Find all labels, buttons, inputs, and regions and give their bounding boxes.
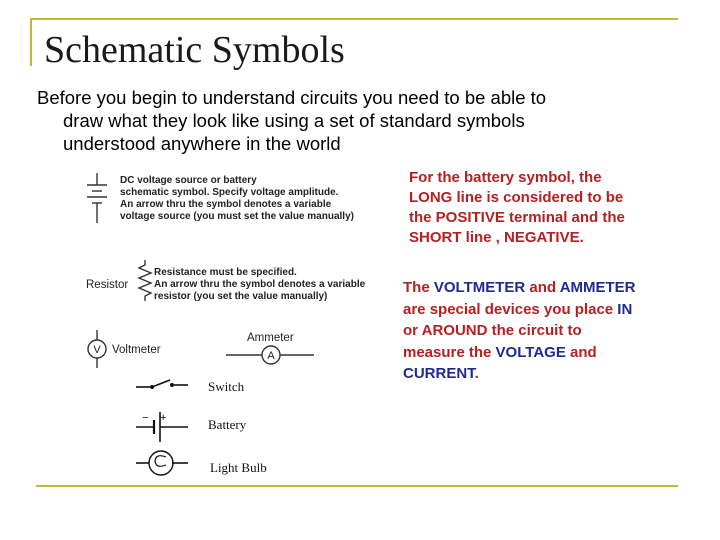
intro-line-2: draw what they look like using a set of standard symbols bbox=[63, 110, 525, 131]
ammeter-label: Ammeter bbox=[247, 332, 294, 344]
battery-icon bbox=[136, 412, 188, 442]
light-bulb-label: Light Bulb bbox=[210, 460, 267, 475]
slide-title: Schematic Symbols bbox=[44, 29, 345, 71]
ammeter-highlight: AMMETER bbox=[559, 279, 636, 296]
meter-note-text: the circuit to bbox=[487, 322, 582, 339]
switch-label: Switch bbox=[208, 379, 245, 394]
battery-polarity-note bbox=[409, 168, 699, 248]
voltage-highlight: VOLTAGE bbox=[495, 343, 566, 361]
meter-note-text: . bbox=[474, 365, 479, 382]
current-highlight: CURRENT bbox=[403, 365, 475, 382]
ammeter-icon bbox=[226, 346, 314, 364]
resistor-icon bbox=[139, 260, 151, 301]
voltmeter-glyph: V bbox=[93, 344, 101, 356]
battery-note-line-1: For the battery symbol, the bbox=[409, 169, 602, 186]
battery-label: Battery bbox=[208, 417, 247, 432]
battery-minus-glyph: − bbox=[142, 412, 149, 424]
resistor-desc-line-3: resistor (you set the value manually) bbox=[154, 291, 328, 302]
dc-source-desc-line-2: schematic symbol. Specify voltage amplitude. bbox=[120, 187, 339, 198]
meter-note-text: measure the bbox=[403, 343, 496, 361]
in-highlight: IN bbox=[617, 300, 633, 318]
meter-note-text: and bbox=[525, 279, 560, 296]
meter-note-line-2 bbox=[403, 299, 703, 321]
dc-source-desc-line-4: voltage source (you must set the value manually) bbox=[120, 211, 354, 222]
dc-source-desc-line-1: DC voltage source or battery bbox=[120, 175, 257, 186]
light-bulb-icon bbox=[136, 451, 188, 475]
voltmeter-label: Voltmeter bbox=[112, 344, 161, 356]
intro-line-1: Before you begin to understand circuits you need to be able to bbox=[37, 87, 547, 108]
meter-note-text: The bbox=[403, 279, 434, 296]
meter-note bbox=[403, 277, 703, 385]
meter-note-line-5 bbox=[403, 363, 703, 385]
meter-note-line-1 bbox=[403, 277, 703, 299]
ammeter-glyph: A bbox=[267, 350, 275, 362]
meter-note-text: and bbox=[565, 343, 597, 361]
dc-source-desc-line-3: An arrow thru the symbol denotes a variable bbox=[120, 199, 332, 210]
meter-note-text: or bbox=[403, 322, 422, 339]
resistor-desc-line-2: An arrow thru the symbol denotes a variable bbox=[154, 279, 366, 290]
frame-left-border bbox=[30, 18, 32, 66]
dc-source-icon bbox=[87, 173, 107, 223]
around-emphasis: AROUND bbox=[421, 322, 488, 339]
battery-note-line-2: LONG line is considered to be bbox=[409, 189, 624, 206]
battery-note-line-3: the POSITIVE terminal and the bbox=[409, 209, 625, 226]
frame-top-border bbox=[30, 18, 678, 20]
resistor-label: Resistor bbox=[86, 279, 129, 291]
battery-plus-glyph: + bbox=[160, 412, 167, 424]
resistor-desc-line-1: Resistance must be specified. bbox=[154, 267, 297, 278]
frame-bottom-border bbox=[36, 485, 678, 487]
switch-icon bbox=[136, 380, 188, 389]
voltmeter-highlight: VOLTMETER bbox=[433, 279, 526, 296]
voltmeter-icon bbox=[88, 330, 106, 368]
intro-line-3: understood anywhere in the world bbox=[63, 133, 341, 154]
intro-paragraph bbox=[37, 86, 677, 155]
meter-note-text: are special devices you place bbox=[403, 300, 618, 318]
meter-note-line-4 bbox=[403, 342, 703, 364]
meter-note-line-3 bbox=[403, 320, 703, 342]
schematic-symbols-diagram bbox=[78, 165, 398, 485]
battery-note-line-4: SHORT line , NEGATIVE. bbox=[409, 229, 584, 246]
